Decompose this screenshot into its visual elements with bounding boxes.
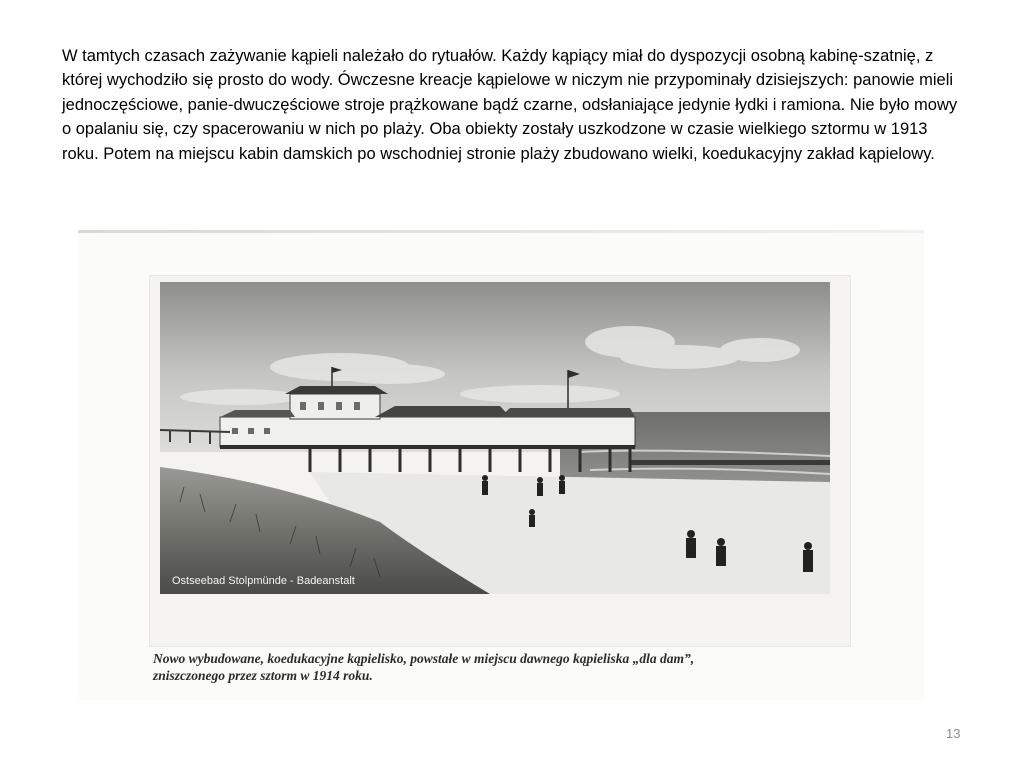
groyne bbox=[630, 460, 830, 465]
scanned-page bbox=[78, 230, 924, 700]
body-paragraph: W tamtych czasach zażywanie kąpieli należało do rytuałów. Każdy kąpiący miał do dyspozycji osobną kabinę-szatnię, z której wychodziło się prosto do wody. Ówczesne kreacje kąpielowe w niczym nie przypominały dzisiejszych: panowie mieli jednoczęściowe, panie-dwuczęściowe stroje prążkowane bądź czarne, odsłaniające jedynie łydki i ramiona. Nie było mowy o opalaniu się, czy spacerowaniu w nich po plaży. Oba obiekty zostały uszkodzone w czasie wielkiego sztormu w 1913 roku. Potem na miejscu kabin damskich po wschodniej stronie plaży zbudowano wielki, koedukacyjny zakład kąpielowy. bbox=[62, 47, 958, 163]
page-number: 13 bbox=[946, 726, 961, 741]
caption-line-1: Nowo wybudowane, koedukacyjne kąpielisko, powstałe w miejscu dawnego kąpieliska „dla dam”, bbox=[153, 651, 695, 666]
photo-caption bbox=[153, 650, 873, 684]
caption-line-2: zniszczonego przez sztorm w 1914 roku. bbox=[153, 668, 373, 683]
postcard-label: Ostseebad Stolpmünde - Badeanstalt bbox=[172, 575, 355, 587]
postcard bbox=[150, 276, 850, 646]
scan-edge bbox=[78, 230, 924, 233]
beach-bathhouse-photo bbox=[160, 282, 830, 594]
